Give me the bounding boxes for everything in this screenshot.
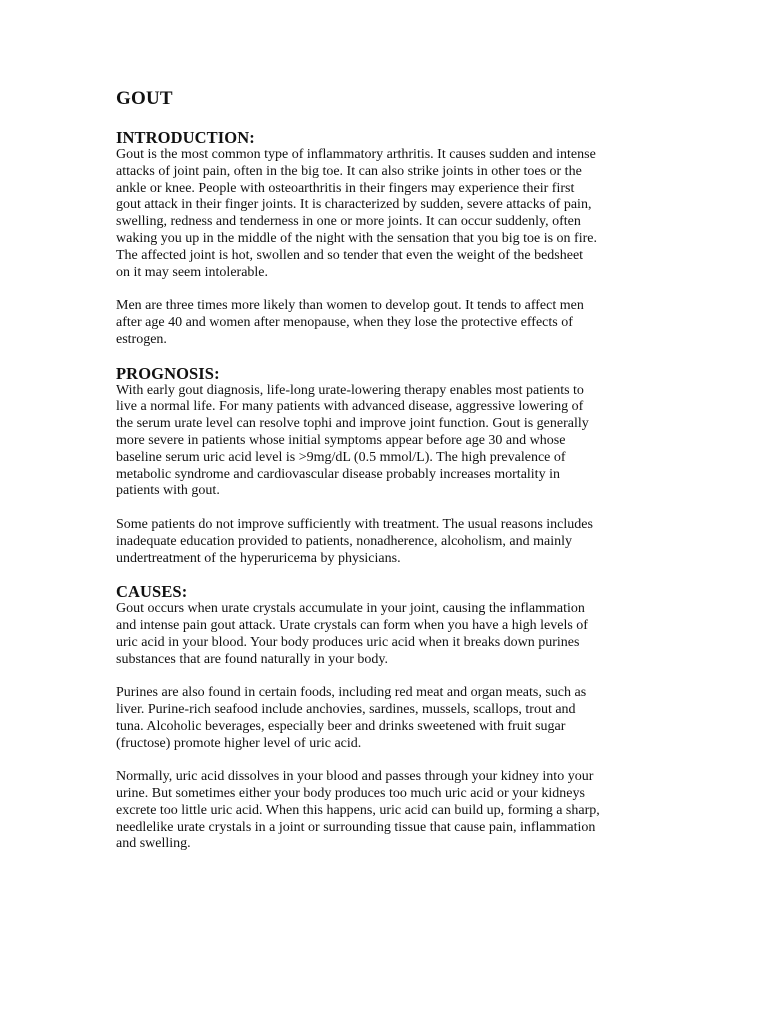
text-line: after age 40 and women after menopause, when they lose the protective effects of [116, 314, 573, 330]
text-line: Gout occurs when urate crystals accumulate in your joint, causing the inflammation [116, 601, 585, 617]
paragraph [116, 147, 676, 281]
text-line: ankle or knee. People with osteoarthritis in their fingers may experience their first [116, 180, 575, 196]
text-line: With early gout diagnosis, life-long urate-lowering therapy enables most patients to [116, 382, 584, 398]
section-heading: PROGNOSIS: [116, 363, 220, 383]
text-line: Some patients do not improve sufficiently with treatment. The usual reasons includes [116, 516, 593, 532]
section-causes [116, 582, 676, 853]
text-line: swelling, redness and tenderness in one or more joints. It can occur suddenly, often [116, 214, 581, 230]
text-line: attacks of joint pain, often in the big toe. It can also strike joints in other toes or the [116, 163, 582, 179]
text-line: gout attack in their finger joints. It is characterized by sudden, severe attacks of pain, [116, 197, 592, 213]
text-line: metabolic syndrome and cardiovascular disease probably increases mortality in [116, 466, 560, 482]
text-line: needlelike urate crystals in a joint or surrounding tissue that cause pain, inflammation [116, 819, 596, 835]
text-line: (fructose) promote higher level of uric acid. [116, 735, 362, 751]
text-line: more severe in patients whose initial symptoms appear before age 30 and whose [116, 432, 566, 448]
text-line: Normally, uric acid dissolves in your blood and passes through your kidney into your [116, 769, 594, 785]
document-body [116, 88, 676, 853]
text-line: live a normal life. For many patients with advanced disease, aggressive lowering of [116, 399, 584, 415]
text-line: estrogen. [116, 331, 167, 347]
paragraph [116, 601, 676, 668]
text-line: Gout is the most common type of inflammatory arthritis. It causes sudden and intense [116, 147, 596, 162]
paragraph [116, 769, 676, 853]
section-heading: CAUSES: [116, 582, 188, 602]
text-line: urine. But sometimes either your body produces too much uric acid or your kidneys [116, 786, 585, 802]
paragraph [116, 685, 676, 752]
text-line: inadequate education provided to patients, nonadherence, alcoholism, and mainly [116, 533, 573, 549]
text-line: tuna. Alcoholic beverages, especially beer and drinks sweetened with fruit sugar [116, 718, 566, 734]
text-line: the serum urate level can resolve tophi and improve joint function. Gout is generally [116, 416, 589, 432]
section-introduction [116, 128, 676, 349]
paragraph [116, 298, 676, 348]
paragraph [116, 383, 676, 501]
text-line: uric acid in your blood. Your body produces uric acid when it breaks down purines [116, 634, 580, 650]
text-line: and swelling. [116, 836, 191, 852]
text-line: patients with gout. [116, 483, 220, 499]
text-line: substances that are found naturally in your body. [116, 651, 389, 667]
document-title: GOUT [116, 88, 173, 109]
text-line: Purines are also found in certain foods, including red meat and organ meats, such as [116, 685, 587, 701]
section-heading: INTRODUCTION: [116, 128, 255, 147]
section-prognosis [116, 364, 676, 568]
text-line: baseline serum uric acid level is >9mg/dL (0.5 mmol/L). The high prevalence of [116, 449, 566, 465]
text-line: liver. Purine-rich seafood include anchovies, sardines, mussels, scallops, trout and [116, 702, 576, 718]
text-line: and intense pain gout attack. Urate crystals can form when you have a high levels of [116, 618, 588, 634]
text-line: waking you up in the middle of the night with the sensation that you big toe is on fire. [116, 230, 597, 246]
paragraph [116, 517, 676, 567]
text-line: The affected joint is hot, swollen and so tender that even the weight of the bedsheet [116, 247, 584, 263]
text-line: on it may seem intolerable. [116, 264, 269, 280]
text-line: undertreatment of the hyperuricema by physicians. [116, 550, 401, 566]
text-line: Men are three times more likely than women to develop gout. It tends to affect men [116, 298, 584, 314]
text-line: excrete too little uric acid. When this happens, uric acid can build up, forming a sharp, [116, 802, 600, 818]
